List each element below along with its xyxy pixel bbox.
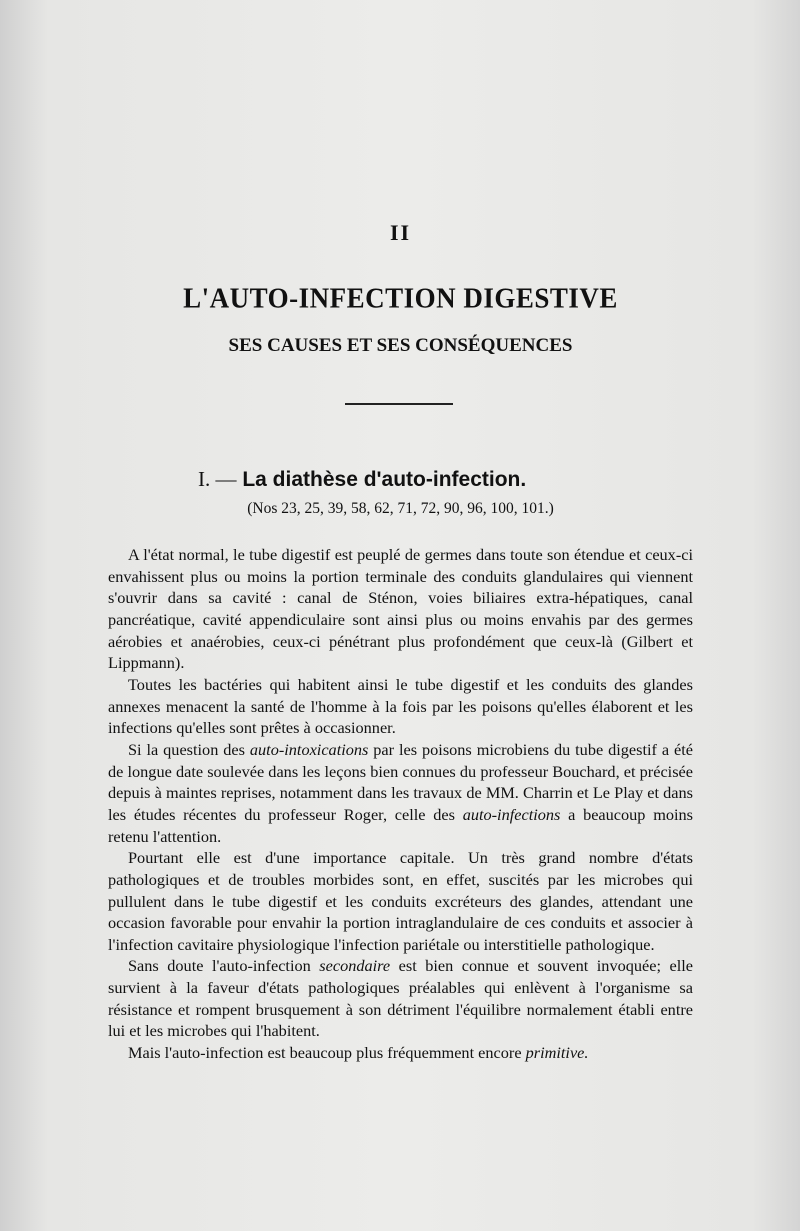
paragraph-4: Pourtant elle est d'une importance capitale. Un très grand nombre d'états pathologiques et de troubles morbides sont, en effet, suscités par les microbes qui pullulent dans le tube digestif et les conduits excréteurs des glandes, attendant une occasion favorable pour envahir la portion intraglandulaire de ces conduits et associer à l'infection cavitaire physiologique l'infection pariétale ou interstitielle pathologique.: [108, 848, 693, 954]
section-divider: [345, 403, 453, 405]
chapter-number: II: [389, 220, 412, 245]
text-run: est bien connue et souvent invoquée; elle survient à la faveur d'états pathologiques préalables qui enlèvent à l'organisme sa résistance et rompent brusquement à son détriment l'équilibre normalement établi entre lui et les microbes qui l'habitent.: [108, 956, 694, 1041]
italic-term: secondaire: [319, 956, 391, 976]
text-run: Si la question des: [128, 739, 250, 759]
paragraph-5: [108, 955, 693, 1042]
section-title: La diathèse d'auto-infection.: [242, 468, 527, 491]
paragraph-6: [108, 1042, 693, 1064]
chapter-subtitle: SES CAUSES ET SES CONSÉQUENCES: [228, 335, 573, 356]
section-numeral: I. —: [198, 467, 237, 491]
paragraph-1: A l'état normal, le tube digestif est peuplé de germes dans toute son étendue et ceux-ci envahissent plus ou moins la portion terminale des conduits glandulaires qui viennent s'ouvrir dans sa cavité : canal de Sténon, voies biliaires extra-hépatiques, canal pancréatique, cavité appendiculaire sont ainsi plus ou moins envahis par des germes aérobies et anaérobies, ceux-ci pénétrant plus profondément que ceux-là (Gilbert et Lippmann).: [108, 545, 693, 673]
text-run: Mais l'auto-infection est beaucoup plus fréquemment encore: [128, 1043, 526, 1063]
italic-term: primitive.: [525, 1043, 589, 1063]
text-run: a beaucoup moins retenu l'attention.: [108, 804, 693, 846]
paragraph-3: [108, 739, 693, 847]
text-run: Sans doute l'auto-infection: [128, 956, 320, 976]
section-references: (Nos 23, 25, 39, 58, 62, 71, 72, 90, 96, 100, 101.): [247, 500, 554, 517]
chapter-title: L'AUTO-INFECTION DIGESTIVE: [183, 282, 618, 314]
italic-term: auto-infections: [462, 804, 561, 824]
italic-term: auto-intoxications: [249, 739, 369, 759]
paragraph-2: Toutes les bactéries qui habitent ainsi le tube digestif et les conduits des glandes annexes menacent la santé de l'homme à la fois par les poisons qu'elles élaborent et les infections qu'elles sont prêtes à occasionner.: [108, 674, 693, 738]
section-heading: [198, 467, 693, 492]
text-run: par les poisons microbiens du tube digestif a été de longue date soulevée dans les leçons bien connues du professeur Bouchard, et précisée depuis à maintes reprises, notamment dans les travaux de MM. Charrin et Le Play et dans les études récentes du professeur Roger, celle des: [108, 739, 693, 824]
body-text: [108, 544, 693, 1064]
